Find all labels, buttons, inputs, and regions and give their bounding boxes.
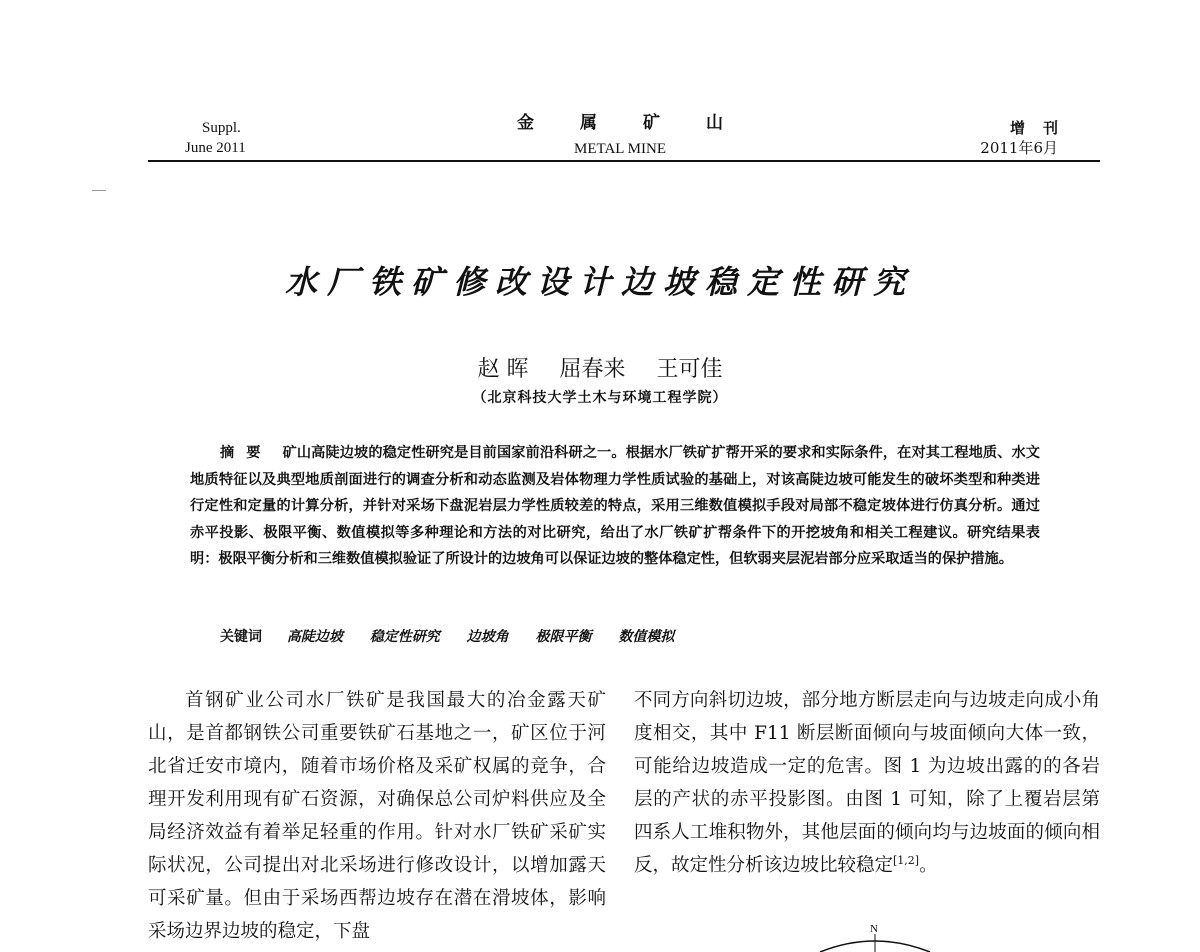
body-right-text: 不同方向斜切边坡，部分地方断层走向与边坡走向成小角度相交，其中 F11 断层断面倾向与坡面倾向大体一致，可能给边坡造成一定的危害。图 1 为边坡出露的的各岩层的产状的赤平投影图。由图 1 可知，除了上覆岩层第四系人工堆积物外，其他层面的倾向均与边坡面的倾向相反，故定性分析该边坡比较稳定 <box>634 690 1100 876</box>
header-supplement-cn: 增刊 <box>1009 119 1076 137</box>
header-journal <box>470 112 770 159</box>
header-date-en: June 2011 <box>185 140 246 156</box>
keywords-label: 关键词 <box>220 629 262 645</box>
keyword-4: 极限平衡 <box>535 629 592 645</box>
journal-name-cn: 金属矿山 <box>517 113 769 133</box>
paper-title: 水厂铁矿修改设计边坡稳定性研究 <box>284 263 915 301</box>
stereographic-projection-figure <box>800 920 960 952</box>
keywords <box>220 626 696 648</box>
keyword-5: 数值模拟 <box>618 629 675 645</box>
margin-mark <box>92 190 106 191</box>
header-right <box>980 118 1076 158</box>
abstract-text: 矿山高陡边坡的稳定性研究是目前国家前沿科研之一。根据水厂铁矿扩帮开采的要求和实际条件，在对其工程地质、水文地质特征以及典型地质剖面进行的调查分析和动态监测及岩体物理力学性质试验的基础上，对该高陡边坡可能发生的破坏类型和种类进行定性和定量的计算分析，并针对采场下盘泥岩层力学性质较差的特点，采用三维数值模拟手段对局部不稳定坡体进行仿真分析。通过赤平投影、极限平衡、数值模拟等多种理论和方法的对比研究，给出了水厂铁矿扩帮条件下的开挖坡角和相关工程建议。研究结果表明：极限平衡分析和三维数值模拟验证了所设计的边坡角可以保证边坡的整体稳定性，但软弱夹层泥岩部分应采取适当的保护措施。 <box>190 445 1040 567</box>
header-date-cn: 2011年6月 <box>980 139 1058 157</box>
keyword-3: 边坡角 <box>466 629 509 645</box>
body-right-end: 。 <box>919 855 938 876</box>
author-list <box>0 356 1200 384</box>
citation-ref: [1,2] <box>893 853 920 867</box>
author-2: 屈春来 <box>559 357 626 382</box>
author-3: 王可佳 <box>656 357 723 382</box>
author-1: 赵 晖 <box>477 357 529 382</box>
header-left <box>185 118 246 158</box>
journal-name-en: METAL MINE <box>574 141 666 157</box>
keyword-2: 稳定性研究 <box>369 629 440 645</box>
figure-north-label: N <box>870 923 878 935</box>
header-suppl: Suppl. <box>202 120 241 136</box>
author-affiliation: （北京科技大学土木与环境工程学院） <box>472 390 728 406</box>
body-column-left: 首钢矿业公司水厂铁矿是我国最大的冶金露天矿山，是首都钢铁公司重要铁矿石基地之一，矿区位于河北省迁安市境内，随着市场价格及采矿权属的竞争，合理开发利用现有矿石资源，对确保总公司炉料供应及全局经济效益有着举足轻重的作用。针对水厂铁矿采矿实际状况，公司提出对北采场进行修改设计，以增加露天可采矿量。但由于采场西帮边坡存在潜在滑坡体，影响采场边界边坡的稳定，下盘 <box>148 690 606 942</box>
body-column-right <box>634 684 1100 882</box>
header-rule <box>148 160 1100 162</box>
abstract-label: 摘要 <box>220 445 273 461</box>
abstract <box>190 440 1040 573</box>
keyword-1: 高陡边坡 <box>286 629 343 645</box>
